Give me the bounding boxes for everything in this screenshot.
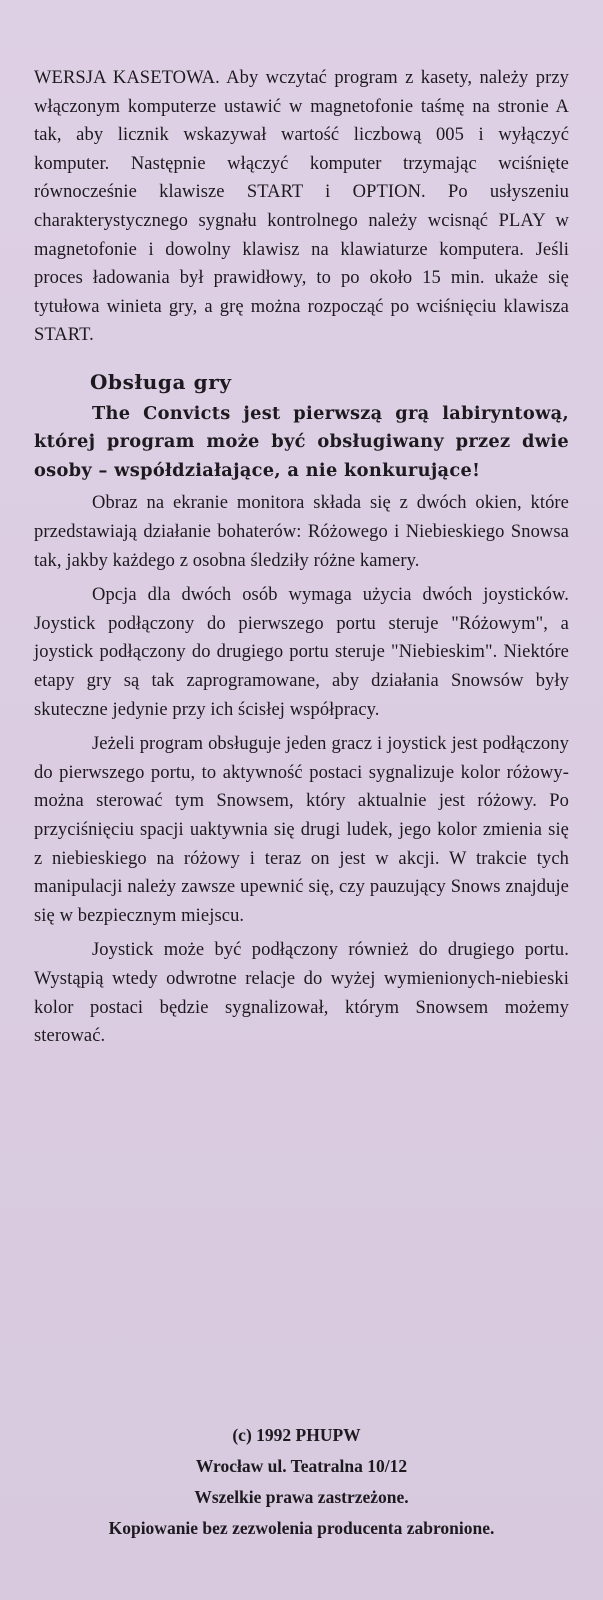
copyright-line: (c) 1992 PHUPW [232, 1425, 361, 1445]
section-lead: The Convicts jest pierwszą grą labiryntową, której program może być obsługiwany przez dwie osoby – współdziałające, a nie konkurujące! [34, 402, 569, 481]
copy-notice-line: Kopiowanie bez zezwolenia producenta zabronione. [108, 1518, 495, 1538]
section-heading: Obsługa gry [90, 369, 232, 394]
rights-line: Wszelkie prawa zastrzeżone. [194, 1487, 409, 1507]
screen-description-paragraph: Obraz na ekranie monitora składa się z dwóch okien, które przedstawiają działanie bohaterów: Różowego i Niebieskiego Snowsa tak, jakby każdego z osobna śledziły różne kamery. [34, 493, 569, 571]
publisher-footer [0, 1420, 603, 1544]
two-player-paragraph: Opcja dla dwóch osób wymaga użycia dwóch joysticków. Joystick podłączony do pierwszego portu steruje "Różowym", a joystick podłączony do drugiego portu steruje "Niebieskim". Niektóre etapy gry są tak zaprogramowane, aby działania Snowsów były skuteczne jedynie przy ich ścisłej współpracy. [34, 585, 569, 720]
single-player-paragraph: Jeżeli program obsługuje jeden gracz i joystick jest podłączony do pierwszego portu, to aktywność postaci sygnalizuje kolor różowy-można sterować tym Snowsem, który aktualnie jest różowy. Po przyciśnięciu spacji uaktywnia się drugi ludek, jego kolor zmienia się z niebieskiego na różowy i teraz on jest w akcji. W trakcie tych manipulacji należy zawsze upewnić się, czy pauzujący Snows znajduje się w bezpiecznym miejscu. [34, 734, 569, 926]
address-line: Wrocław ul. Teatralna 10/12 [195, 1456, 408, 1476]
second-port-paragraph: Joystick może być podłączony również do drugiego portu. Wystąpią wtedy odwrotne relacje do wyżej wymienionych-niebieski kolor postaci będzie sygnalizował, którym Snowsem możemy sterować. [34, 940, 569, 1047]
cassette-loading-paragraph: WERSJA KASETOWA. Aby wczytać program z kasety, należy przy włączonym komputerze ustawić w magnetofonie taśmę na stronie A tak, aby licznik wskazywał wartość liczbową 005 i wyłączyć komputer. Następnie włączyć komputer trzymając wciśnięte równocześnie klawisze START i OPTION. Po usłyszeniu charakterystycznego sygnału kontrolnego należy wcisnąć PLAY w magnetofonie i dowolny klawisz na klawiaturze komputera. Jeśli proces ładowania był prawidłowy, to po około 15 min. ukaże się tytułowa winieta gry, a grę można rozpocząć po wciśnięciu klawisza START. [34, 68, 569, 346]
